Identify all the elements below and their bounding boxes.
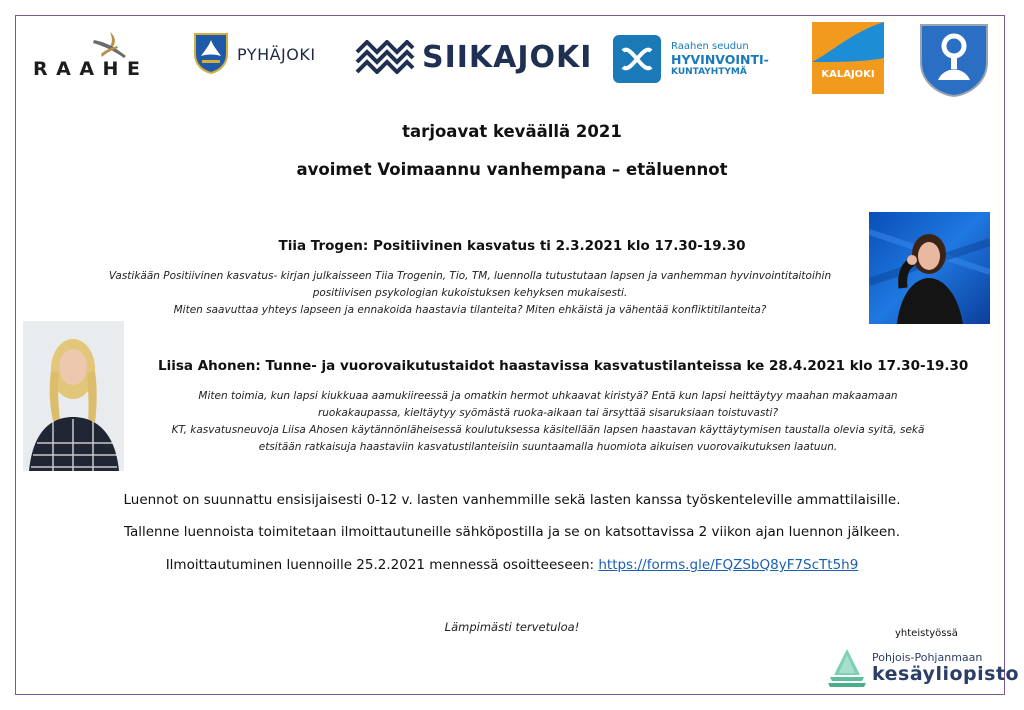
talk-1-line: positiivisen psykologian kukoistuksen kehyksen mukaisesti.	[312, 287, 628, 299]
talk-2-line: Miten toimia, kun lapsi kiukkuaa aamukiireessä ja omatkin hermot uhkaavat kiristyä? Entä kun lapsi heittäytyy maahan makaamaan	[198, 390, 898, 402]
audience-info: Luennot on suunnattu ensisijaisesti 0-12 v. lasten vanhemmille sekä lasten kanssa työskenteleville ammattilaisille.	[123, 492, 901, 508]
kesayliopisto-line1: Pohjois-Pohjanmaan	[872, 651, 983, 664]
heading-lectures: avoimet Voimaannu vanhempana – etäluennot	[296, 160, 728, 179]
raahe-wordmark: RAAHE	[33, 58, 149, 80]
talk-2-line: ruokakaupassa, kieltäytyy syömästä ruoka-aikaan tai ärsyttää sisaruksiaan toistuvasti?	[317, 407, 779, 419]
speaker-photo-liisa	[23, 321, 124, 471]
siikajoki-wordmark: SIIKAJOKI	[422, 40, 593, 75]
talk-title-1: Tiia Trogen: Positiivinen kasvatus ti 2.3.2021 klo 17.30-19.30	[278, 238, 746, 254]
hyvinvointi-line2: HYVINVOINTI-	[671, 52, 769, 67]
kalajoki-emblem-icon	[812, 22, 884, 94]
registration-link[interactable]: https://forms.gle/FQZSbQ8yF7ScTt5h9	[598, 557, 859, 573]
municipal-crest-logo	[918, 22, 990, 98]
siikajoki-wave-icon	[355, 40, 415, 74]
raahe-bird-icon	[91, 30, 129, 60]
talk-title-2: Liisa Ahonen: Tunne- ja vuorovaikutustaidot haastavissa kasvatustilanteissa ke 28.4.2021 klo 17.30-19.30	[158, 358, 969, 374]
knot-icon	[613, 35, 661, 83]
talk-2-line: etsitään ratkaisuja haastaviin kasvatustilanteisiin suuntaamalla huomiota aikuisen vuorovaikutuksen laatuun.	[258, 441, 838, 453]
kalajoki-logo	[812, 22, 884, 94]
talk-description-1	[80, 268, 860, 319]
raahe-logo	[33, 30, 175, 80]
registration-info	[0, 557, 1024, 573]
cooperation-label: yhteistyössä	[895, 628, 958, 639]
kesayliopisto-icon	[826, 647, 868, 691]
pyhajoki-logo	[193, 32, 333, 78]
hyvinvointi-line1: Raahen seudun	[671, 41, 749, 52]
pyhajoki-wordmark: PYHÄJOKI	[237, 45, 316, 64]
talk-1-line: Vastikään Positiivinen kasvatus- kirjan julkaisseen Tiia Trogenin, Tio, TM, luennolla tutustutaan lapsen ja vanhemman hyvinvointitaitoihin	[108, 270, 832, 282]
crest-shield-icon	[918, 22, 990, 98]
kalajoki-wordmark: KALAJOKI	[821, 69, 875, 80]
hyvinvointi-line3: KUNTAYHTYMÄ	[671, 67, 747, 77]
siikajoki-logo	[355, 38, 595, 78]
kesayliopisto-line2: kesäyliopisto	[872, 663, 1020, 685]
talk-description-2	[138, 388, 958, 456]
registration-text: Ilmoittautuminen luennoille 25.2.2021 mennessä osoitteeseen:	[165, 557, 599, 573]
talk-2-line: KT, kasvatusneuvoja Liisa Ahosen käytännönläheisessä koulutuksessa käsitellään lapsen haastavan käyttäytymisen taustalla olevia syitä, sekä	[171, 424, 925, 436]
talk-1-line: Miten saavuttaa yhteys lapseen ja ennakoida haastavia tilanteita? Miten ehkäistä ja vähentää konfliktitilanteita?	[173, 304, 767, 316]
speaker-photo-tiia	[869, 212, 990, 324]
welcome-text: Lämpimästi tervetuloa!	[444, 620, 580, 634]
pyhajoki-shield-icon	[193, 32, 229, 74]
page-frame	[15, 15, 1005, 695]
hyvinvointi-logo	[613, 35, 793, 85]
kesayliopisto-logo	[826, 645, 1020, 695]
recording-info: Tallenne luennoista toimitetaan ilmoittautuneille sähköpostilla ja se on katsottavissa 2 viikon ajan luennon jälkeen.	[123, 524, 901, 540]
heading-offer: tarjoavat keväällä 2021	[402, 122, 622, 141]
